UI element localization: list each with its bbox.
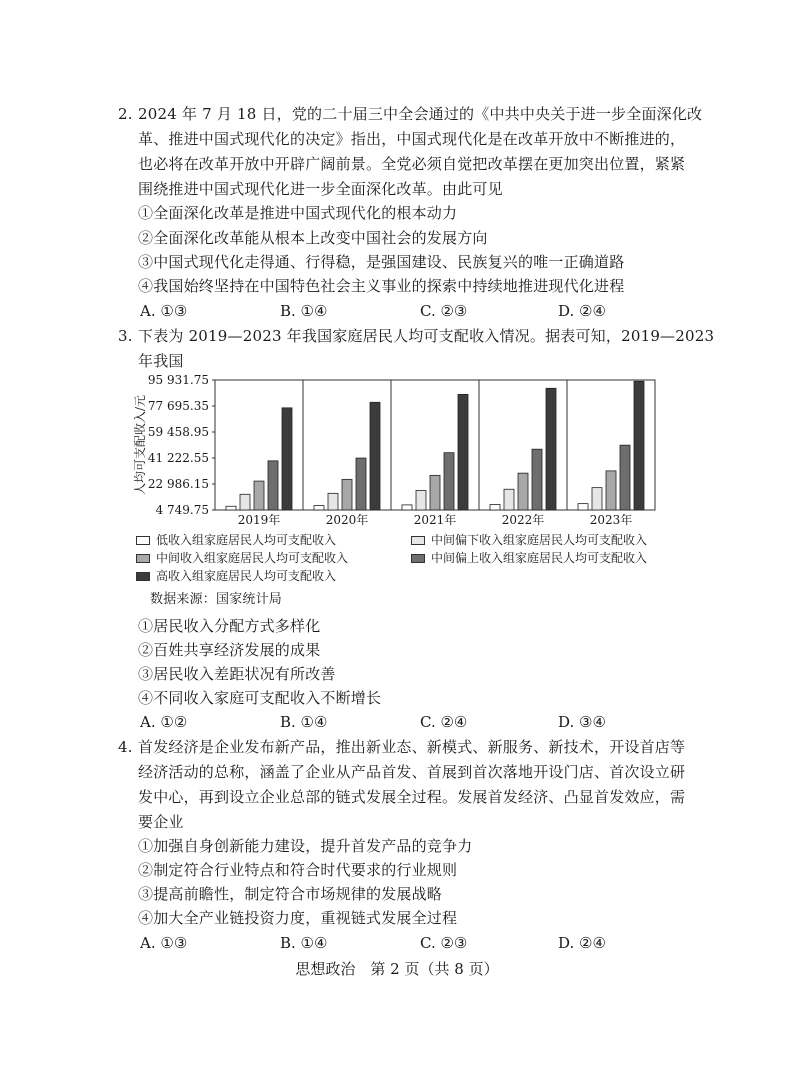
legend-swatch-upper-middle [411,554,425,563]
bar-2021年-1 [416,490,426,510]
legend-swatch-low [136,536,150,545]
q3-line-2: 年我国 [138,352,184,370]
bar-2021年-0 [402,505,412,510]
bar-2020年-0 [314,506,324,510]
q4-line-3: 发中心，再到设立企业总部的链式发展全过程。发展首发经济、凸显首发效应，需 [138,788,686,806]
bar-2019年-3 [268,461,278,510]
bar-2023年-1 [592,488,602,510]
y-tick-label: 4 749.75 [155,503,209,517]
q2-option-d[interactable]: D. ②④ [558,302,606,320]
q3-line-1: 3. 下表为 2019—2023 年我国家庭居民人均可支配收入情况。据表可知，2019—2023 [118,327,715,345]
y-tick-label: 59 458.95 [147,425,209,439]
q2-line-1: 2. 2024 年 7 月 18 日，党的二十届三中全会通过的《中共中央关于进一步全面深化改 [118,105,703,123]
q4-line-4: 要企业 [138,813,184,831]
legend-item-lower-middle: 中间偏下收入组家庭居民人均可支配收入 [411,532,647,548]
income-bar-chart [128,370,658,530]
bar-2022年-3 [532,449,542,510]
q4-option-c[interactable]: C. ②③ [420,934,468,952]
bar-2019年-4 [282,408,292,510]
q4-statement-2: ②制定符合行业特点和符合时代要求的行业规则 [138,861,458,879]
q2-statement-2: ②全面深化改革能从根本上改变中国社会的发展方向 [138,229,488,247]
bar-2020年-1 [328,493,338,510]
q2-line-4: 围绕推进中国式现代化进一步全面深化改革。由此可见 [138,180,503,198]
x-tick-label: 2022年 [501,513,545,527]
bar-2021年-2 [430,475,440,510]
bar-2022年-2 [518,473,528,510]
bar-2019年-2 [254,481,264,510]
bar-2023年-0 [578,504,588,510]
q2-options [138,301,658,321]
bar-2023年-4 [634,381,644,510]
bar-2022年-4 [546,388,556,510]
bar-2021年-4 [458,394,468,510]
q4-statement-3: ③提高前瞻性，制定符合市场规律的发展战略 [138,885,443,903]
legend-item-low: 低收入组家庭居民人均可支配收入 [136,532,336,548]
y-tick-label: 77 695.35 [147,399,209,413]
page-footer: 思想政治 第 2 页（共 8 页） [295,960,499,978]
q3-option-b[interactable]: B. ①④ [280,713,328,731]
q3-statement-3: ③居民收入差距状况有所改善 [138,665,336,683]
x-tick-label: 2021年 [413,513,457,527]
q2-statement-1: ①全面深化改革是推进中国式现代化的根本动力 [138,204,458,222]
bar-2019年-0 [226,506,236,510]
q3-option-a[interactable]: A. ①② [140,713,188,731]
q2-option-a[interactable]: A. ①③ [140,302,188,320]
q3-options [138,712,658,732]
y-tick-label: 41 222.55 [147,451,209,465]
bar-2019年-1 [240,494,250,510]
q3-statement-4: ④不同收入家庭可支配收入不断增长 [138,689,382,707]
q3-statement-2: ②百姓共享经济发展的成果 [138,641,321,659]
bar-2023年-2 [606,471,616,510]
q3-number: 3. [118,327,133,345]
q2-line-3: 也必将在改革开放中开辟广阔前景。全党必须自觉把改革摆在更加突出位置，紧紧 [138,155,686,173]
legend-swatch-middle [136,554,150,563]
q3-option-c[interactable]: C. ②④ [420,713,468,731]
q2-line-2: 革、推进中国式现代化的决定》指出，中国式现代化是在改革开放中不断推进的， [138,130,686,148]
bar-2023年-3 [620,445,630,510]
bar-2020年-3 [356,458,366,510]
q4-line-2: 经济活动的总称，涵盖了企业从产品首发、首展到首次落地开设门店、首次设立研 [138,763,686,781]
legend-item-high: 高收入组家庭居民人均可支配收入 [136,568,336,584]
legend-item-upper-middle: 中间偏上收入组家庭居民人均可支配收入 [411,550,647,566]
q2-option-b[interactable]: B. ①④ [280,302,328,320]
q3-option-d[interactable]: D. ③④ [558,713,606,731]
q2-option-c[interactable]: C. ②③ [420,302,468,320]
q3-statement-1: ①居民收入分配方式多样化 [138,617,321,635]
q4-options [138,933,658,953]
q4-number: 4. [118,738,133,756]
data-source: 数据来源：国家统计局 [150,592,283,607]
legend-item-middle: 中间收入组家庭居民人均可支配收入 [136,550,348,566]
legend-swatch-high [136,572,150,581]
q4-statement-4: ④加大全产业链投资力度，重视链式发展全过程 [138,909,458,927]
bar-2021年-3 [444,453,454,510]
legend-swatch-lower-middle [411,536,425,545]
bar-2022年-1 [504,489,514,510]
q4-option-b[interactable]: B. ①④ [280,934,328,952]
q2-statement-4: ④我国始终坚持在中国特色社会主义事业的探索中持续地推进现代化进程 [138,277,625,295]
bar-2022年-0 [490,505,500,510]
q4-option-d[interactable]: D. ②④ [558,934,606,952]
y-tick-label: 95 931.75 [147,373,209,387]
q4-line-1: 4. 首发经济是企业发布新产品，推出新业态、新模式、新服务、新技术，开设首店等 [118,738,686,756]
bar-2020年-4 [370,402,380,510]
q4-statement-1: ①加强自身创新能力建设，提升首发产品的竞争力 [138,837,473,855]
bar-2020年-2 [342,479,352,510]
x-tick-label: 2023年 [589,513,633,527]
q4-option-a[interactable]: A. ①③ [140,934,188,952]
q2-number: 2. [118,105,133,123]
y-axis-label: 人均可支配收入/元 [133,394,147,496]
y-tick-label: 22 986.15 [147,477,209,491]
x-tick-label: 2019年 [237,513,281,527]
q2-statement-3: ③中国式现代化走得通、行得稳，是强国建设、民族复兴的唯一正确道路 [138,253,625,271]
x-tick-label: 2020年 [325,513,369,527]
